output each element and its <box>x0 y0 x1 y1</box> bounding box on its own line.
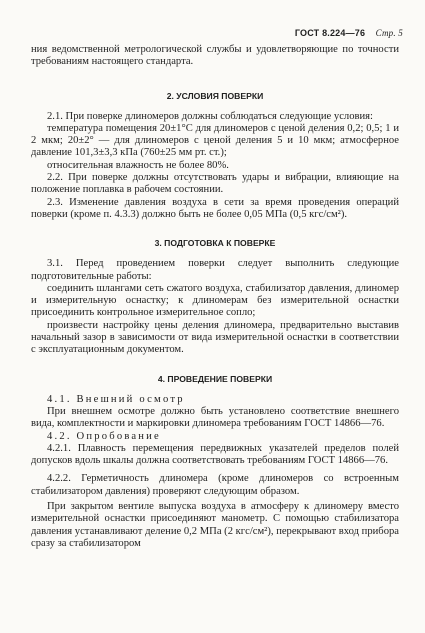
paragraph-4-2-1: 4.2.1. Плавность перемещения передвижных указателей пределов полей допусков вдоль шкалы должна соответствовать требованиям ГОСТ 14866—76. <box>31 442 399 467</box>
paragraph-3-1-setup: произвести настройку цены деления длиномера, предварительно выставив начальный зазор в зависимости от вида измерительной оснастки в соответствии с эксплуатационным документом. <box>31 319 399 356</box>
paragraph-4-1: При внешнем осмотре должно быть установлено соответствие внешнего вида, комплектности и маркировки длиномера требованиям ГОСТ 14866—76. <box>31 405 399 430</box>
section-4-title: 4. ПРОВЕДЕНИЕ ПОВЕРКИ <box>157 373 273 384</box>
page-header <box>295 28 403 38</box>
paragraph-2-2: 2.2. При поверке должны отсутствовать удары и вибрации, влияющие на положение поплавка в рабочем состоянии. <box>31 172 399 196</box>
paragraph-2-3: 2.3. Изменение давления воздуха в сети за время проведения операций поверки (кроме п. 4.3.3) должно быть не более 0,05 МПа (0,5 кгс/см²). <box>31 196 399 220</box>
subsection-4-2-title: 4.2. Опробование <box>47 430 161 442</box>
subsection-4-1-title: 4.1. Внешний осмотр <box>47 393 185 405</box>
section-3-title: 3. ПОДГОТОВКА К ПОВЕРКЕ <box>154 238 276 249</box>
intro-paragraph: ния ведомственной метрологической службы и удовлетворяющие по точности требованиям настоящего стандарта. <box>31 44 399 68</box>
paragraph-3-1: 3.1. Перед проведением поверки следует выполнить следующие подготовительные работы: <box>31 258 399 282</box>
paragraph-4-2-2-procedure: При закрытом вентиле выпуска воздуха в атмосферу к длиномеру вместо измерительной оснастки присоединяют манометр. С помощью стабилизатора давления устанавливают деление 0,2 МПа (2 кгс/см²), перекрывают вход прибора сразу за стабилизатором <box>31 501 399 549</box>
paragraph-2-1-humidity: относительная влажность не более 80%. <box>47 159 229 171</box>
standard-code: ГОСТ 8.224—76 <box>294 28 366 38</box>
page-number: Стр. 5 <box>375 28 403 38</box>
paragraph-2-1: 2.1. При поверке длиномеров должны соблюдаться следующие условия: <box>47 110 373 122</box>
section-2-title: 2. УСЛОВИЯ ПОВЕРКИ <box>166 90 264 101</box>
paragraph-2-1-conditions: температура помещения 20±1°С для длиномеров с ценой деления 0,2; 0,5; 1 и 2 мкм; 20±2° — для длиномеров с ценой деления 5 и 10 мкм; атмосферное давление 101,3±3,3 кПа (760±25 мм рт. ст.); <box>31 122 399 159</box>
paragraph-4-2-2: 4.2.2. Герметичность длиномера (кроме длиномеров со встроенным стабилизатором давления) проверяют следующим образом. <box>31 473 399 497</box>
document-body <box>31 44 399 550</box>
paragraph-3-1-connect: соединить шлангами сеть сжатого воздуха, стабилизатор давления, длиномер и измерительную оснастку; к длиномерам без измерительной оснастки присоединить контрольное измерительное сопло; <box>31 282 399 319</box>
